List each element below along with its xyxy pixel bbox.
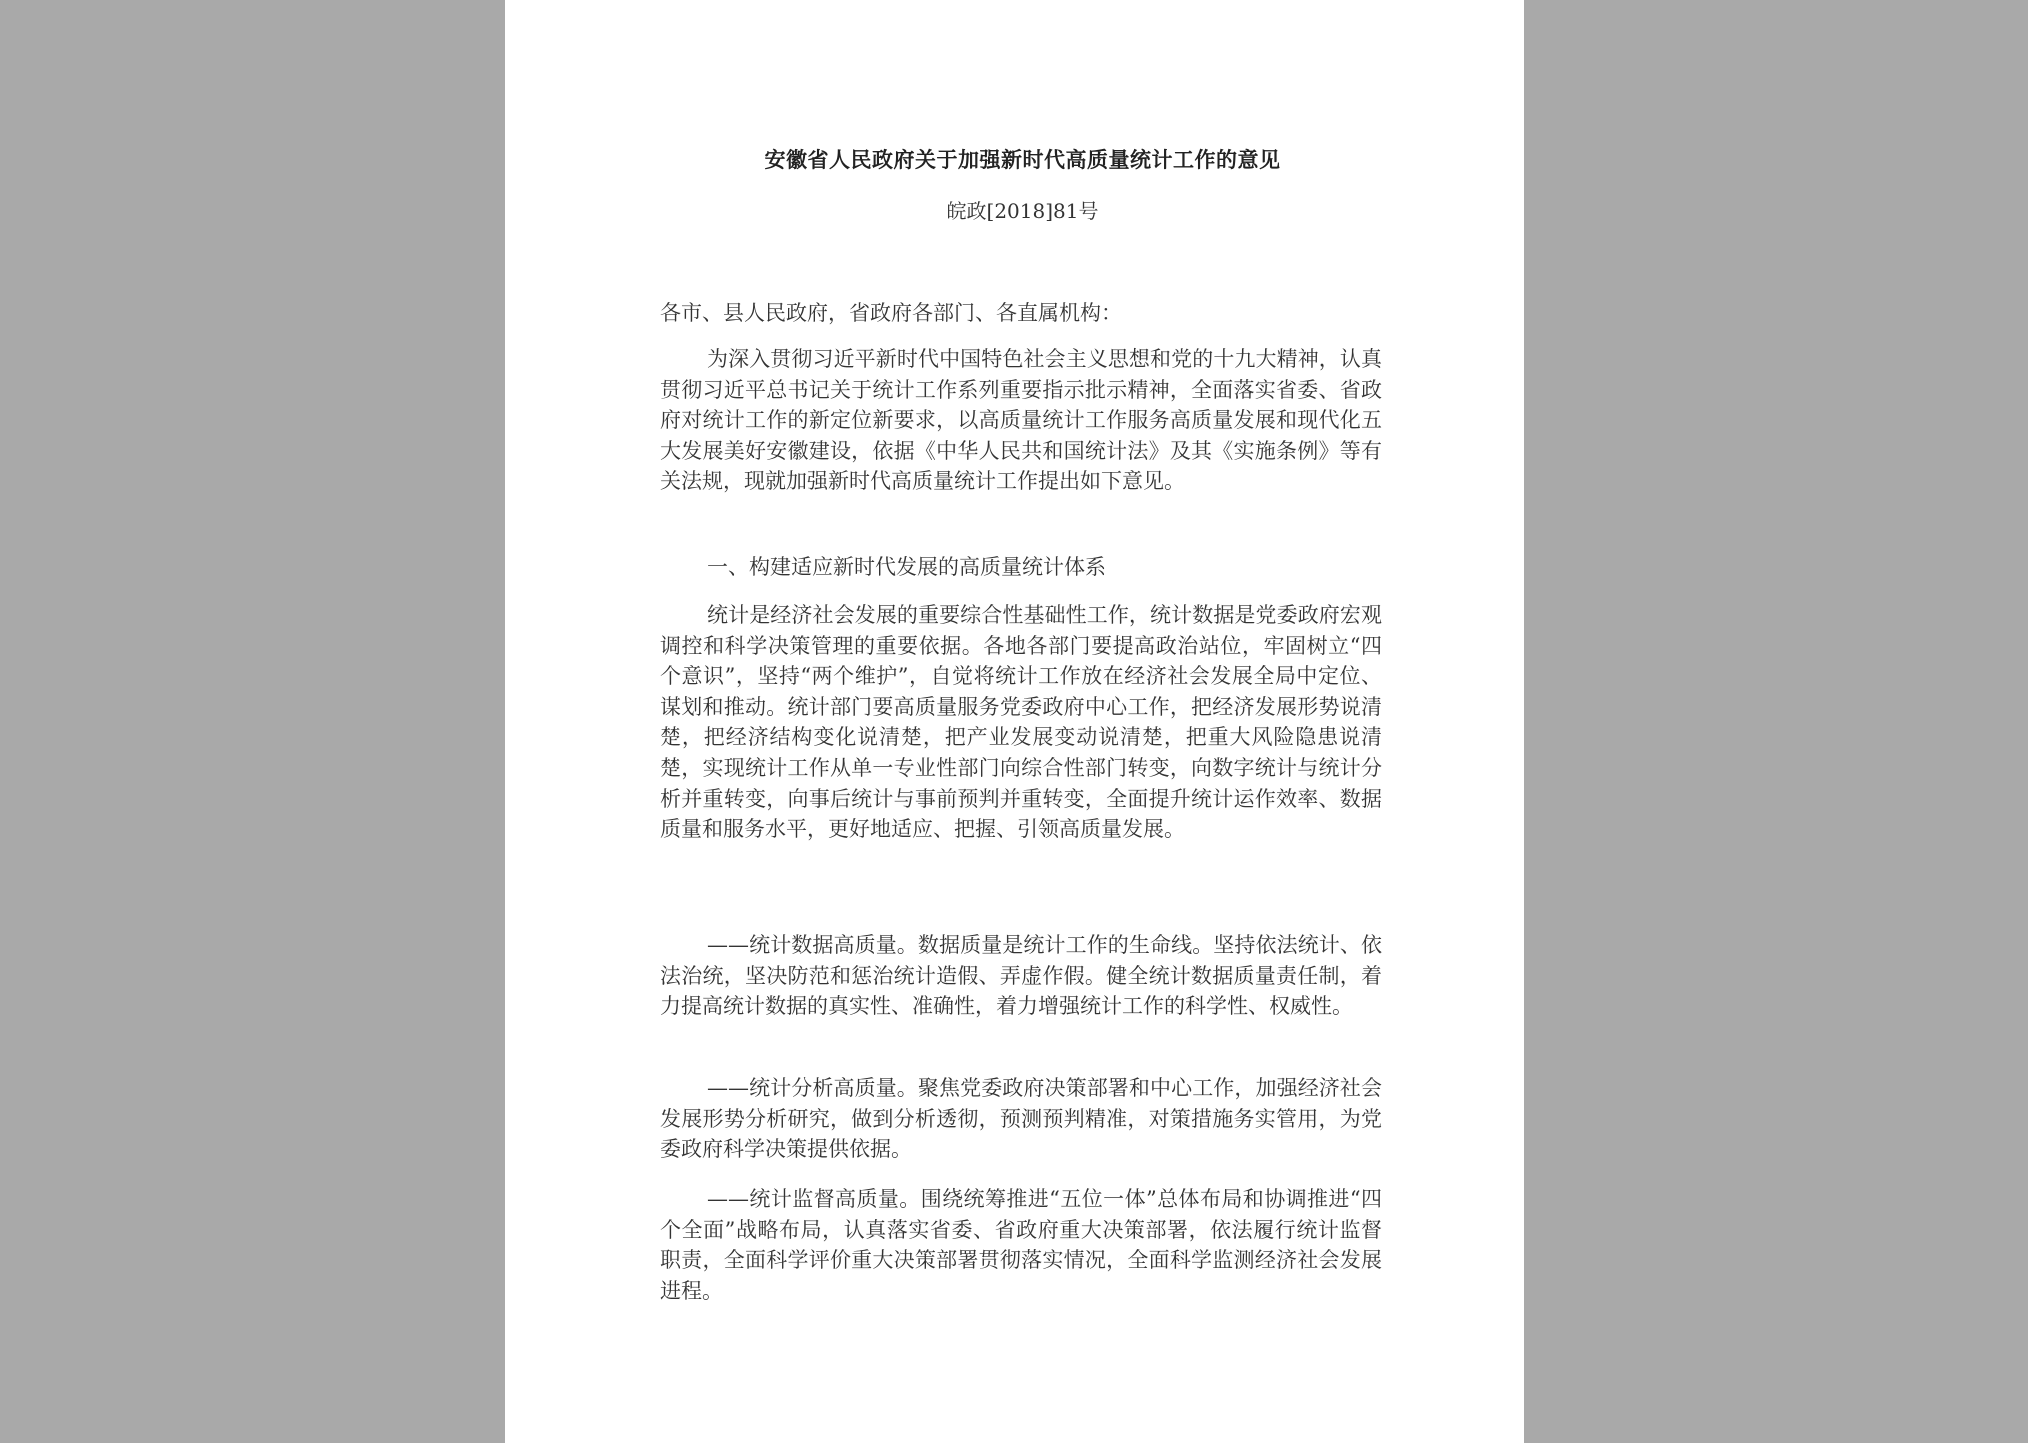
document-page (505, 0, 1524, 1443)
intro-paragraph: 为深入贯彻习近平新时代中国特色社会主义思想和党的十九大精神，认真贯彻习近平总书记关于统计工作系列重要指示批示精神，全面落实省委、省政府对统计工作的新定位新要求，以高质量统计工作服务高质量发展和现代化五大发展美好安徽建设，依据《中华人民共和国统计法》及其《实施条例》等有关法规，现就加强新时代高质量统计工作提出如下意见。 (660, 347, 1382, 494)
body-paragraph-data-quality: ——统计数据高质量。数据质量是统计工作的生命线。坚持依法统计、依法治统，坚决防范和惩治统计造假、弄虚作假。健全统计数据质量责任制，着力提高统计数据的真实性、准确性，着力增强统计工作的科学性、权威性。 (660, 933, 1382, 1019)
salutation: 各市、县人民政府，省政府各部门、各直属机构： (660, 301, 1122, 325)
body-paragraph-supervision-quality: ——统计监督高质量。围绕统筹推进“五位一体”总体布局和协调推进“四个全面”战略布局，认真落实省委、省政府重大决策部署，依法履行统计监督职责，全面科学评价重大决策部署贯彻落实情况，全面科学监测经济社会发展进程。 (660, 1187, 1382, 1303)
document-number: 皖政[2018]81号 (946, 199, 1099, 223)
body-paragraph-analysis-quality: ——统计分析高质量。聚焦党委政府决策部署和中心工作，加强经济社会发展形势分析研究，做到分析透彻，预测预判精准，对策措施务实管用，为党委政府科学决策提供依据。 (660, 1076, 1382, 1162)
document-title: 安徽省人民政府关于加强新时代高质量统计工作的意见 (764, 147, 1281, 172)
section-heading: 一、构建适应新时代发展的高质量统计体系 (707, 555, 1106, 579)
body-paragraph: 统计是经济社会发展的重要综合性基础性工作，统计数据是党委政府宏观调控和科学决策管理的重要依据。各地各部门要提高政治站位，牢固树立“四个意识”，坚持“两个维护”，自觉将统计工作放在经济社会发展全局中定位、谋划和推动。统计部门要高质量服务党委政府中心工作，把经济发展形势说清楚，把经济结构变化说清楚，把产业发展变动说清楚，把重大风险隐患说清楚，实现统计工作从单一专业性部门向综合性部门转变，向数字统计与统计分析并重转变，向事后统计与事前预判并重转变，全面提升统计运作效率、数据质量和服务水平，更好地适应、把握、引领高质量发展。 (660, 603, 1382, 842)
